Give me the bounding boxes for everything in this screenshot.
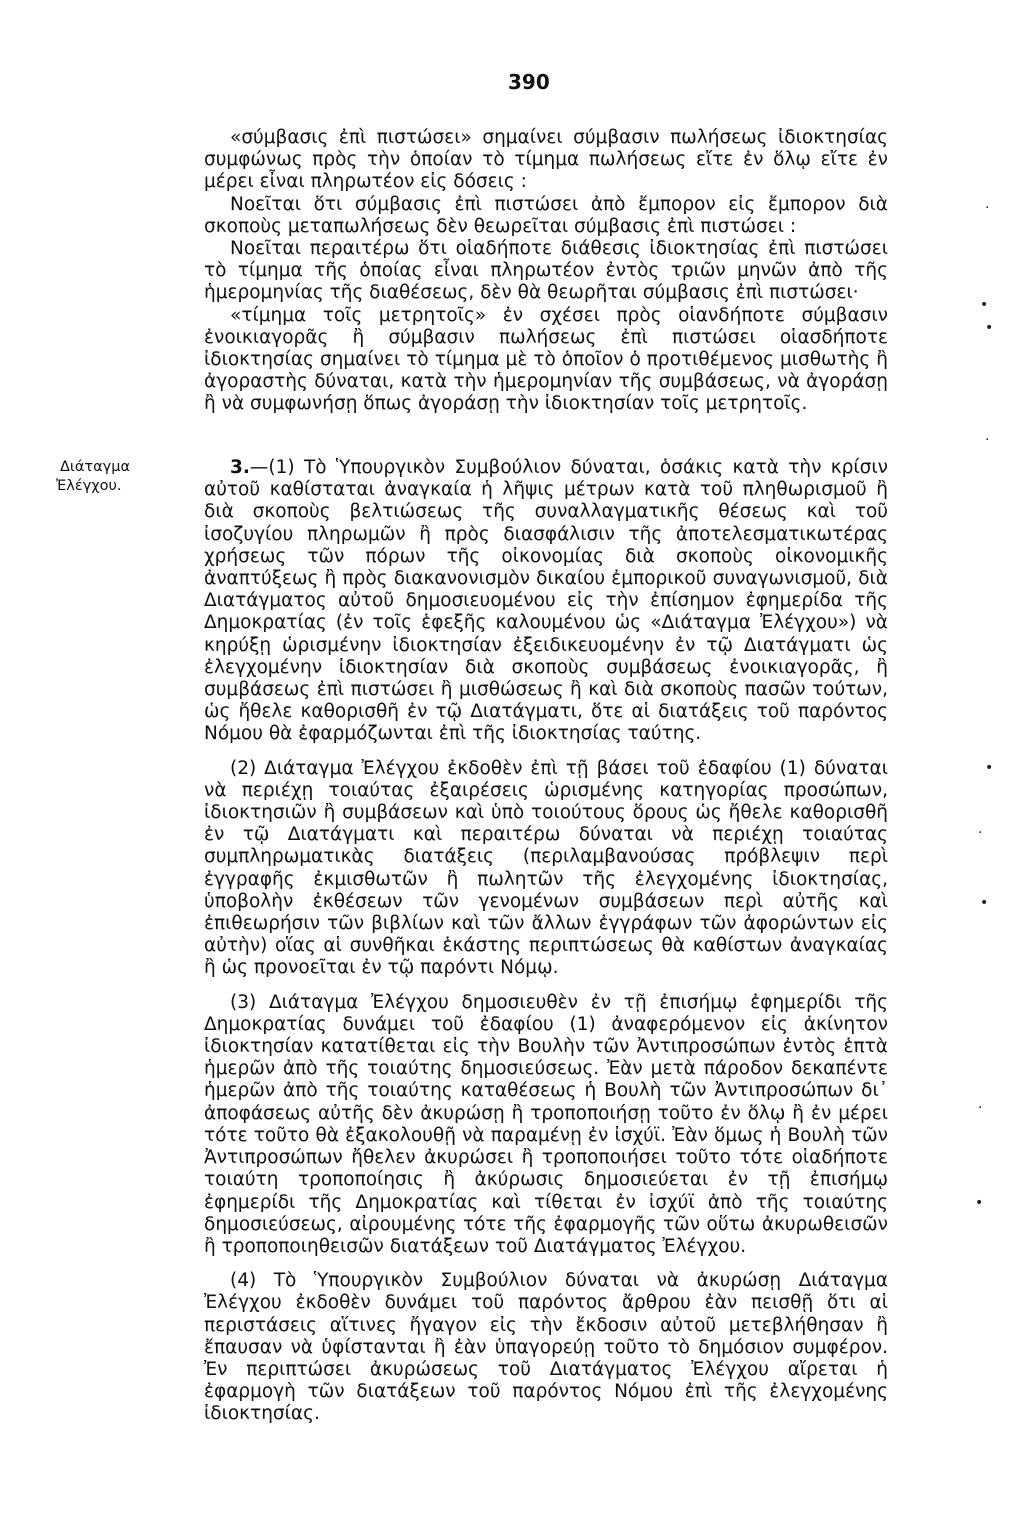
- subsection-1-text: —(1) Τὸ Ὑπουργικὸν Συμβούλιον δύναται, ὁσάκις κατὰ τὴν κρίσιν αὐτοῦ καθίσταται ἀναγκαία ἡ λῆψις μέτρων κατὰ τοῦ πληθωρισμοῦ ἢ διὰ σκοποὺς βελτιώσεως τῆς συναλλαγματικῆς θέσεως καὶ τοῦ ἰσοζυγίου πληρωμῶν ἢ πρὸς διασφάλισιν τῆς ἀποτελεσματικωτέρας χρήσεως τῶν πόρων τῆς οἰκονομίας διὰ σκοποὺς οἰκονομικῆς ἀναπτύξεως ἢ πρὸς διακανονισμὸν δικαίου ἐμπορικοῦ συναγωνισμοῦ, διὰ Διατάγματος αὐτοῦ δημοσιευομένου εἰς τὴν ἐπίσημον ἐφημερίδα τῆς Δημοκρατίας (ἐν τοῖς ἑφεξῆς καλουμένου ὡς «Διάταγμα Ἐλέγχου») νὰ κηρύξῃ ὡρισμένην ἰδιοκτησίαν ἐξειδικευομένην ἐν τῷ Διατάγματι ὡς ἐλεγχομένην ἰδιοκτησίαν διὰ σκοποὺς συμβάσεως ἐνοικιαγορᾶς, ἢ συμβάσεως ἐπὶ πιστώσει ἢ μισθώσεως ἢ καὶ διὰ σκοποὺς πασῶν τούτων, ὡς ἤθελε καθορισθῆ ἐν τῷ Διατάγματι, ὅτε αἱ διατάξεις τοῦ παρόντος Νόμου θὰ ἐφαρμόζωνται ἐπὶ τῆς ἰδιοκτησίας ταύτης.: [204, 457, 888, 745]
- scan-speck: ·: [978, 1100, 983, 1116]
- margin-note-line-2: Ἐλέγχου.: [56, 478, 122, 494]
- subsection-3: (3) Διάταγμα Ἐλέγχου δημοσιευθὲν ἐν τῇ ἐπισήμῳ ἐφημερίδι τῆς Δημοκρατίας δυνάμει τοῦ ἐδαφίου (1) ἀναφερόμενον εἰς ἀκίνητον ἰδιοκτησίαν κατατίθεται εἰς τὴν Βουλὴν τῶν Ἀντιπροσώπων ἐντὸς ἑπτὰ ἡμερῶν ἀπὸ τῆς τοιαύτης δημοσιεύσεως. Ἐὰν μετὰ πάροδον δεκαπέντε ἡμερῶν ἀπὸ τῆς τοιαύτης καταθέσεως ἡ Βουλὴ τῶν Ἀντιπροσώπων δι᾿ ἀποφάσεως αὐτῆς δὲν ἀκυρώσῃ ἢ τροποποιήσῃ τοῦτο ἐν ὅλῳ ἢ ἐν μέρει τότε τοῦτο θὰ ἐξακολουθῇ νὰ παραμένῃ ἐν ἰσχύϊ. Ἐὰν ὅμως ἡ Βουλὴ τῶν Ἀντιπροσώπων ἤθελεν ἀκυρώσει ἢ τροποποιήσει τοῦτο τότε οἱαδήποτε τοιαύτη τροποποίησις ἢ ἀκύρωσις δημοσιεύεται ἐν τῇ ἐπισήμῳ ἐφημερίδι τῆς Δημοκρατίας καὶ τίθεται ἐν ἰσχύϊ ἀπὸ τῆς τοιαύτης δημοσιεύσεως, αἰρουμένης τότε τῆς ἐφαρμογῆς τῶν οὕτω ἀκυρωθεισῶν ἢ τροποποιηθεισῶν διατάξεων τοῦ Διατάγματος Ἐλέγχου.: [204, 991, 888, 1257]
- scan-speck: ·: [985, 432, 990, 448]
- scan-speck: •: [980, 895, 989, 911]
- section-3: [204, 457, 888, 1426]
- proviso-merchant: Νοεῖται ὅτι σύμβασις ἐπὶ πιστώσει ἀπὸ ἔμπορον εἰς ἔμπορον διὰ σκοποὺς μεταπωλήσεως δὲν θεωρεῖται σύμβασις ἐπὶ πιστώσει :: [204, 193, 888, 237]
- subsection-4: (4) Τὸ Ὑπουργικὸν Συμβούλιον δύναται νὰ ἀκυρώσῃ Διάταγμα Ἐλέγχου ἐκδοθὲν δυνάμει τοῦ παρόντος ἄρθρου ἐὰν πεισθῇ ὅτι αἱ περιστάσεις αἵτινες ἤγαγον εἰς τὴν ἔκδοσιν αὐτοῦ μετεβλήθησαν ἢ ἔπαυσαν νὰ ὑφίστανται ἢ ἐὰν ὑπαγορεύῃ τοῦτο τὸ δημόσιον συμφέρον. Ἐν περιπτώσει ἀκυρώσεως τοῦ Διατάγματος Ἐλέγχου αἴρεται ἡ ἐφαρμογὴ τῶν διατάξεων τοῦ παρόντος Νόμου ἐπὶ τῆς ἐλεγχομένης ἰδιοκτησίας.: [204, 1270, 888, 1425]
- subsection-2: (2) Διάταγμα Ἐλέγχου ἐκδοθὲν ἐπὶ τῇ βάσει τοῦ ἐδαφίου (1) δύναται νὰ περιέχῃ τοιαύτας ἐξαιρέσεις ὡρισμένης κατηγορίας προσώπων, ἰδιοκτησιῶν ἢ συμβάσεων καὶ ὑπὸ τοιούτους ὅρους ὡς ἤθελε καθορισθῆ ἐν τῷ Διατάγματι καὶ περαιτέρω δύναται νὰ περιέχῃ τοιαύτας συμπληρωματικὰς διατάξεις (περιλαμβανούσας πρόβλεψιν περὶ ἐγγραφῆς ἐκμισθωτῶν ἢ πωλητῶν τῆς ἐλεγχομένης ἰδιοκτησίας, ὑποβολὴν ἐκθέσεων τῶν γενομένων συμβάσεων περὶ αὐτῆς καὶ ἐπιθεωρήσιν τῶν βιβλίων καὶ τῶν ἄλλων ἐγγράφων τῶν ἀφορώντων εἰς αὐτὴν) οἵας αἱ συνθῆκαι ἑκάστης περιπτώσεως θὰ καθίστων ἀναγκαίας ἢ ὡς προνοεῖται ἐν τῷ παρόντι Νόμῳ.: [204, 757, 888, 979]
- scan-speck: •: [985, 320, 994, 336]
- definitions-block: [204, 127, 888, 416]
- scan-speck: ·: [985, 200, 990, 216]
- scan-speck: •: [980, 297, 989, 313]
- scan-speck: •: [975, 1195, 984, 1211]
- section-number: 3.: [230, 457, 250, 478]
- margin-note-line-1: Διάταγμα: [60, 459, 131, 475]
- scan-speck: •: [985, 760, 994, 776]
- definition-cash-price: «τίμημα τοῖς μετρητοῖς» ἐν σχέσει πρὸς οἱανδήποτε σύμβασιν ἐνοικιαγορᾶς ἢ σύμβασιν πωλήσεως ἐπὶ πιστώσει οἱασδήποτε ἰδιοκτησίας σημαίνει τὸ τίμημα μὲ τὸ ὁποῖον ὁ προτιθέμενος μισθωτὴς ἢ ἀγοραστὴς δύναται, κατὰ τὴν ἡμερομηνίαν τῆς συμβάσεως, νὰ ἀγοράσῃ ἢ νὰ συμφωνήσῃ ὅπως ἀγοράσῃ τὴν ἰδιοκτησίαν τοῖς μετρητοῖς.: [204, 304, 888, 415]
- definition-credit-sale: «σύμβασις ἐπὶ πιστώσει» σημαίνει σύμβασιν πωλήσεως ἰδιοκτησίας συμφώνως πρὸς τὴν ὁποίαν τὸ τίμημα πωλήσεως εἴτε ἐν ὅλῳ εἴτε ἐν μέρει εἶναι πληρωτέον εἰς δόσεις :: [204, 127, 888, 193]
- scan-speck: ·: [978, 825, 983, 841]
- proviso-three-months: Νοεῖται περαιτέρω ὅτι οἱαδήποτε διάθεσις ἰδιοκτησίας ἐπὶ πιστώσει τὸ τίμημα τῆς ὁποίας εἶναι πληρωτέον ἐντὸς τριῶν μηνῶν ἀπὸ τῆς ἡμερομηνίας τῆς διαθέσεως, δὲν θὰ θεωρῆται σύμβασις ἐπὶ πιστώσει·: [204, 238, 888, 304]
- page-number: 390: [508, 70, 550, 94]
- margin-note: [56, 458, 131, 496]
- subsection-1: [204, 457, 888, 746]
